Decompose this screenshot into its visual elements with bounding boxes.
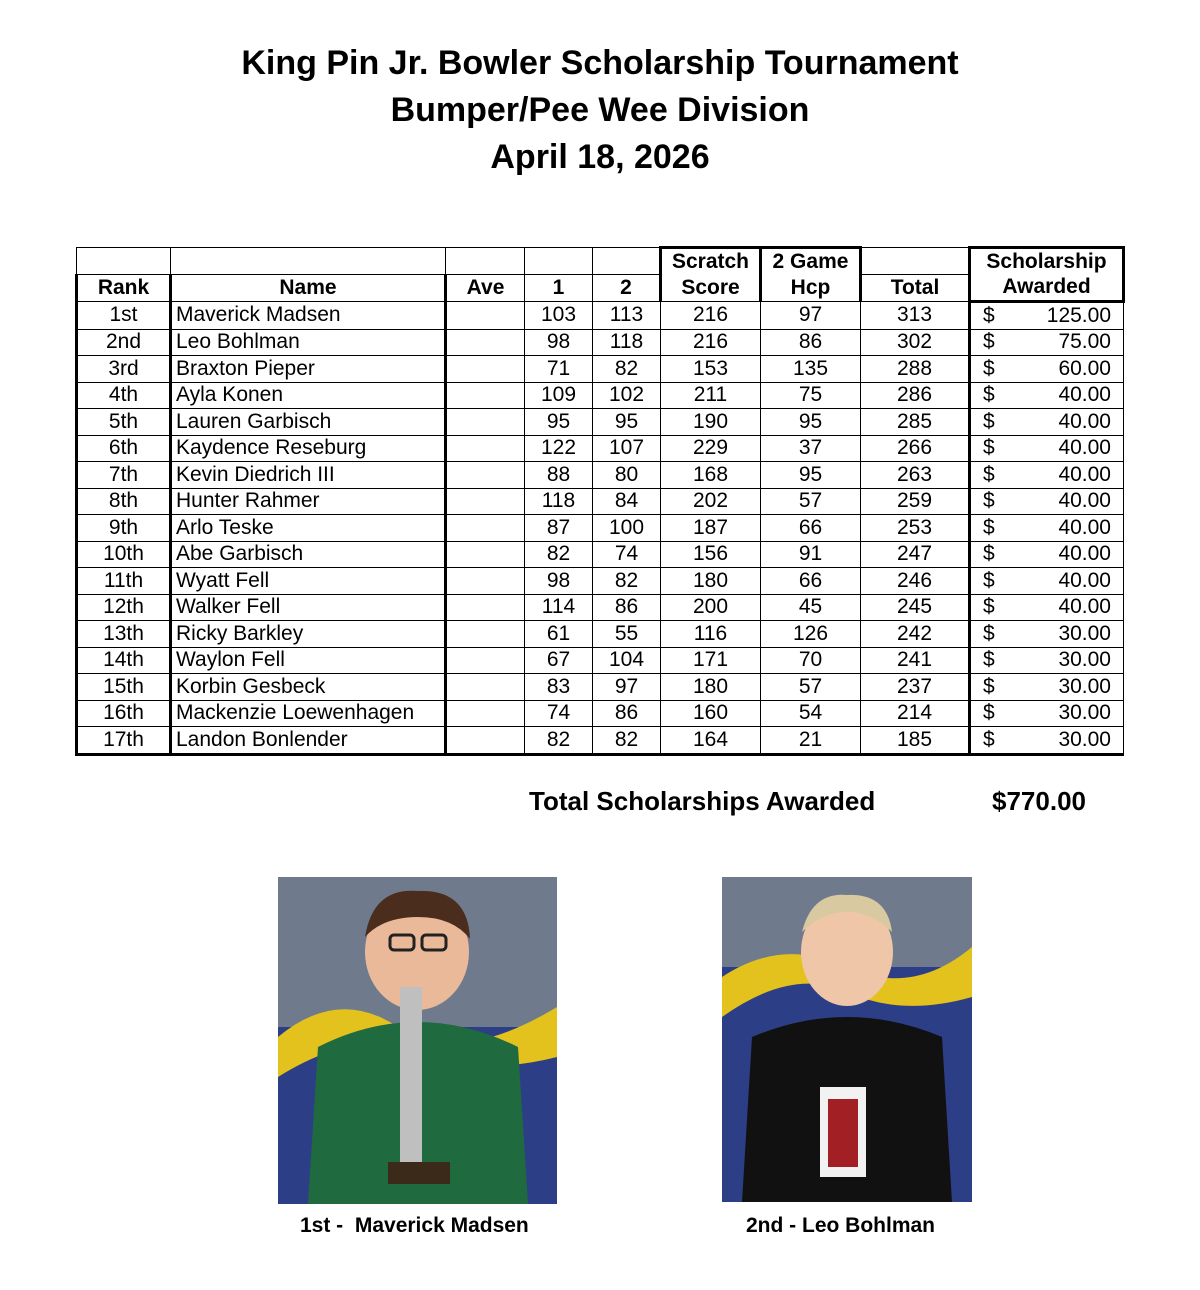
table-row (77, 727, 1124, 755)
cell-game-2: 55 (593, 621, 661, 648)
cell-ave (446, 674, 525, 701)
cell-ave (446, 329, 525, 356)
table-row (77, 674, 1124, 701)
award-amount: 30.00 (1058, 648, 1111, 672)
currency-symbol: $ (983, 383, 995, 407)
cell-hcp: 126 (761, 621, 861, 648)
cell-name: Ayla Konen (171, 382, 446, 409)
cell-ave (446, 568, 525, 595)
cell-name: Braxton Pieper (171, 356, 446, 383)
cell-rank: 6th (77, 435, 171, 462)
cell-hcp: 45 (761, 594, 861, 621)
cell-rank: 4th (77, 382, 171, 409)
cell-total: 285 (861, 409, 970, 436)
award-amount: 40.00 (1058, 383, 1111, 407)
header-hcp: Hcp (761, 275, 861, 302)
currency-symbol: $ (983, 303, 995, 327)
cell-game-2: 113 (593, 302, 661, 330)
cell-hcp: 135 (761, 356, 861, 383)
award-amount: 40.00 (1058, 542, 1111, 566)
cell-total: 242 (861, 621, 970, 648)
cell-game-1: 118 (525, 488, 593, 515)
cell-game-1: 87 (525, 515, 593, 542)
cell-game-2: 107 (593, 435, 661, 462)
cell-scratch: 190 (661, 409, 761, 436)
table-row (77, 409, 1124, 436)
currency-symbol: $ (983, 356, 995, 380)
award-amount: 30.00 (1058, 701, 1111, 725)
currency-symbol: $ (983, 436, 995, 460)
cell-total: 266 (861, 435, 970, 462)
cell-game-2: 100 (593, 515, 661, 542)
cell-award (970, 435, 1124, 462)
cell-award (970, 356, 1124, 383)
award-amount: 40.00 (1058, 595, 1111, 619)
cell-game-2: 86 (593, 594, 661, 621)
cell-hcp: 97 (761, 302, 861, 330)
cell-rank: 1st (77, 302, 171, 330)
cell-hcp: 37 (761, 435, 861, 462)
cell-ave (446, 409, 525, 436)
total-scholarships-value: $770.00 (992, 786, 1086, 816)
cell-rank: 14th (77, 647, 171, 674)
award-amount: 60.00 (1058, 356, 1111, 380)
header-scratch: Score (661, 275, 761, 302)
cell-rank: 2nd (77, 329, 171, 356)
header-scholarship-top: Scholarship (970, 248, 1124, 275)
award-amount: 40.00 (1058, 462, 1111, 486)
cell-award (970, 488, 1124, 515)
currency-symbol: $ (983, 621, 995, 645)
cell-scratch: 200 (661, 594, 761, 621)
cell-total: 214 (861, 700, 970, 727)
cell-name: Kaydence Reseburg (171, 435, 446, 462)
cell-hcp: 66 (761, 568, 861, 595)
cell-ave (446, 356, 525, 383)
cell-rank: 9th (77, 515, 171, 542)
cell-game-1: 71 (525, 356, 593, 383)
cell-scratch: 202 (661, 488, 761, 515)
cell-scratch: 168 (661, 462, 761, 489)
cell-total: 263 (861, 462, 970, 489)
winner-photo-2nd-image (722, 877, 972, 1202)
cell-ave (446, 647, 525, 674)
event-date: April 18, 2026 (490, 138, 710, 176)
header-ave: Ave (446, 275, 525, 302)
header-total: Total (861, 275, 970, 302)
cell-rank: 8th (77, 488, 171, 515)
cell-award (970, 462, 1124, 489)
header-name: Name (171, 275, 446, 302)
award-amount: 40.00 (1058, 436, 1111, 460)
cell-scratch: 216 (661, 302, 761, 330)
cell-game-2: 80 (593, 462, 661, 489)
table-row (77, 568, 1124, 595)
cell-hcp: 66 (761, 515, 861, 542)
cell-scratch: 229 (661, 435, 761, 462)
cell-hcp: 91 (761, 541, 861, 568)
cell-game-2: 104 (593, 647, 661, 674)
currency-symbol: $ (983, 727, 995, 751)
currency-symbol: $ (983, 330, 995, 354)
cell-scratch: 180 (661, 568, 761, 595)
cell-game-1: 95 (525, 409, 593, 436)
cell-award (970, 700, 1124, 727)
cell-name: Hunter Rahmer (171, 488, 446, 515)
header-game-1: 1 (525, 275, 593, 302)
cell-scratch: 116 (661, 621, 761, 648)
cell-award (970, 515, 1124, 542)
cell-award (970, 541, 1124, 568)
cell-ave (446, 621, 525, 648)
cell-name: Kevin Diedrich III (171, 462, 446, 489)
currency-symbol: $ (983, 409, 995, 433)
table-row (77, 302, 1124, 330)
award-amount: 75.00 (1058, 330, 1111, 354)
cell-ave (446, 382, 525, 409)
header-hcp-top: 2 Game (761, 248, 861, 275)
table-row (77, 515, 1124, 542)
currency-symbol: $ (983, 595, 995, 619)
cell-game-1: 98 (525, 568, 593, 595)
currency-symbol: $ (983, 462, 995, 486)
cell-game-2: 82 (593, 356, 661, 383)
cell-rank: 7th (77, 462, 171, 489)
cell-game-1: 122 (525, 435, 593, 462)
cell-hcp: 57 (761, 488, 861, 515)
award-amount: 30.00 (1058, 621, 1111, 645)
header-row-top (77, 248, 1124, 275)
cell-scratch: 216 (661, 329, 761, 356)
award-amount: 30.00 (1058, 674, 1111, 698)
cell-game-2: 82 (593, 727, 661, 755)
cell-total: 288 (861, 356, 970, 383)
cell-total: 185 (861, 727, 970, 755)
cell-ave (446, 541, 525, 568)
cell-game-1: 88 (525, 462, 593, 489)
cell-ave (446, 594, 525, 621)
cell-rank: 10th (77, 541, 171, 568)
table-row (77, 462, 1124, 489)
currency-symbol: $ (983, 674, 995, 698)
cell-hcp: 95 (761, 409, 861, 436)
cell-game-1: 109 (525, 382, 593, 409)
currency-symbol: $ (983, 489, 995, 513)
cell-ave (446, 515, 525, 542)
cell-total: 245 (861, 594, 970, 621)
currency-symbol: $ (983, 542, 995, 566)
winner-photo-2nd (722, 877, 972, 1202)
cell-game-2: 86 (593, 700, 661, 727)
cell-name: Leo Bohlman (171, 329, 446, 356)
cell-scratch: 164 (661, 727, 761, 755)
caption-2nd: 2nd - Leo Bohlman (746, 1214, 935, 1237)
cell-award (970, 647, 1124, 674)
award-amount: 40.00 (1058, 489, 1111, 513)
cell-rank: 3rd (77, 356, 171, 383)
cell-hcp: 54 (761, 700, 861, 727)
cell-game-1: 67 (525, 647, 593, 674)
award-amount: 40.00 (1058, 568, 1111, 592)
award-amount: 125.00 (1046, 303, 1111, 327)
cell-hcp: 95 (761, 462, 861, 489)
header-rank: Rank (77, 275, 171, 302)
cell-total: 286 (861, 382, 970, 409)
award-amount: 30.00 (1058, 727, 1111, 751)
cell-award (970, 727, 1124, 755)
cell-award (970, 621, 1124, 648)
cell-total: 302 (861, 329, 970, 356)
cell-rank: 11th (77, 568, 171, 595)
cell-game-1: 114 (525, 594, 593, 621)
cell-scratch: 160 (661, 700, 761, 727)
cell-name: Waylon Fell (171, 647, 446, 674)
cell-hcp: 70 (761, 647, 861, 674)
table-row (77, 488, 1124, 515)
cell-total: 246 (861, 568, 970, 595)
cell-game-2: 95 (593, 409, 661, 436)
cell-total: 313 (861, 302, 970, 330)
cell-ave (446, 302, 525, 330)
cell-total: 237 (861, 674, 970, 701)
results-table (75, 246, 1125, 756)
currency-symbol: $ (983, 568, 995, 592)
cell-scratch: 187 (661, 515, 761, 542)
currency-symbol: $ (983, 515, 995, 539)
page-title: King Pin Jr. Bowler Scholarship Tournament (241, 44, 959, 82)
cell-game-2: 97 (593, 674, 661, 701)
cell-game-1: 61 (525, 621, 593, 648)
cell-award (970, 594, 1124, 621)
cell-name: Lauren Garbisch (171, 409, 446, 436)
cell-game-1: 82 (525, 541, 593, 568)
cell-rank: 13th (77, 621, 171, 648)
cell-game-1: 83 (525, 674, 593, 701)
winner-photo-1st-image (278, 877, 557, 1204)
header-scratch-top: Scratch (661, 248, 761, 275)
winner-photo-1st (278, 877, 557, 1204)
cell-hcp: 21 (761, 727, 861, 755)
cell-scratch: 153 (661, 356, 761, 383)
header-scholarship: Awarded (970, 275, 1124, 302)
cell-total: 247 (861, 541, 970, 568)
table-row (77, 329, 1124, 356)
cell-name: Ricky Barkley (171, 621, 446, 648)
cell-hcp: 86 (761, 329, 861, 356)
award-amount: 40.00 (1058, 409, 1111, 433)
cell-award (970, 302, 1124, 330)
cell-scratch: 211 (661, 382, 761, 409)
cell-hcp: 75 (761, 382, 861, 409)
award-amount: 40.00 (1058, 515, 1111, 539)
cell-name: Maverick Madsen (171, 302, 446, 330)
cell-ave (446, 462, 525, 489)
table-row (77, 594, 1124, 621)
cell-rank: 5th (77, 409, 171, 436)
cell-name: Wyatt Fell (171, 568, 446, 595)
cell-rank: 15th (77, 674, 171, 701)
cell-ave (446, 700, 525, 727)
caption-1st: 1st - Maverick Madsen (300, 1214, 529, 1237)
cell-total: 253 (861, 515, 970, 542)
cell-game-1: 103 (525, 302, 593, 330)
cell-game-2: 118 (593, 329, 661, 356)
total-scholarships-label: Total Scholarships Awarded (529, 786, 876, 816)
header-game-2: 2 (593, 275, 661, 302)
cell-game-2: 84 (593, 488, 661, 515)
cell-ave (446, 435, 525, 462)
cell-award (970, 568, 1124, 595)
cell-award (970, 409, 1124, 436)
table-row (77, 356, 1124, 383)
header-row (77, 275, 1124, 302)
table-row (77, 647, 1124, 674)
cell-award (970, 329, 1124, 356)
table-row (77, 621, 1124, 648)
cell-game-2: 74 (593, 541, 661, 568)
cell-name: Walker Fell (171, 594, 446, 621)
table-row (77, 435, 1124, 462)
table-row (77, 382, 1124, 409)
cell-game-1: 74 (525, 700, 593, 727)
cell-name: Abe Garbisch (171, 541, 446, 568)
cell-total: 259 (861, 488, 970, 515)
cell-scratch: 180 (661, 674, 761, 701)
cell-scratch: 171 (661, 647, 761, 674)
cell-name: Landon Bonlender (171, 727, 446, 755)
cell-award (970, 382, 1124, 409)
cell-game-1: 98 (525, 329, 593, 356)
cell-ave (446, 488, 525, 515)
cell-name: Arlo Teske (171, 515, 446, 542)
currency-symbol: $ (983, 648, 995, 672)
cell-game-2: 102 (593, 382, 661, 409)
cell-game-1: 82 (525, 727, 593, 755)
cell-rank: 12th (77, 594, 171, 621)
cell-award (970, 674, 1124, 701)
cell-name: Mackenzie Loewenhagen (171, 700, 446, 727)
cell-rank: 17th (77, 727, 171, 755)
division-title: Bumper/Pee Wee Division (390, 91, 810, 129)
cell-scratch: 156 (661, 541, 761, 568)
currency-symbol: $ (983, 701, 995, 725)
cell-rank: 16th (77, 700, 171, 727)
cell-hcp: 57 (761, 674, 861, 701)
cell-ave (446, 727, 525, 755)
cell-game-2: 82 (593, 568, 661, 595)
cell-name: Korbin Gesbeck (171, 674, 446, 701)
cell-total: 241 (861, 647, 970, 674)
table-row (77, 541, 1124, 568)
table-row (77, 700, 1124, 727)
